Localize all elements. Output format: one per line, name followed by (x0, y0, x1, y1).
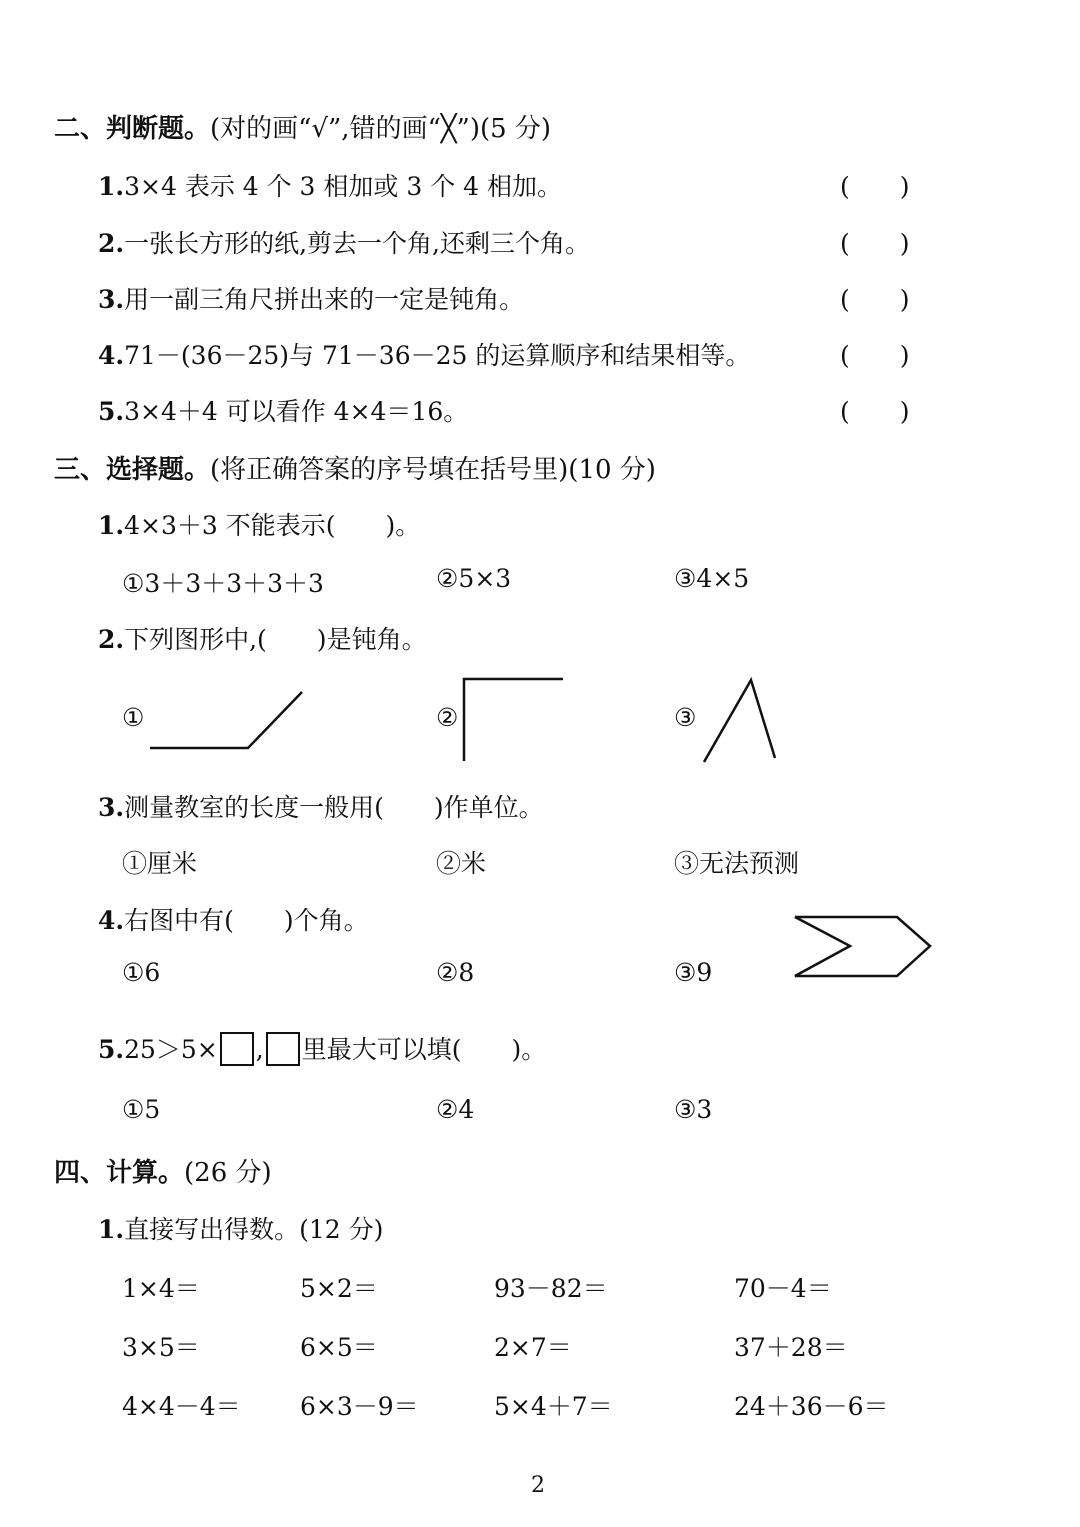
q2-option-3[interactable]: ③ (674, 703, 697, 732)
q5-option-3[interactable]: ③3 (674, 1095, 713, 1124)
answer-paren-2[interactable]: ( ) (840, 229, 910, 258)
item-number: 4. (98, 906, 125, 935)
answer-paren-3[interactable]: ( ) (840, 285, 910, 314)
item-number: 2. (98, 625, 125, 654)
calc-item[interactable]: 5×2＝ (300, 1274, 378, 1303)
calc-item[interactable]: 37＋28＝ (734, 1333, 848, 1362)
calc-item[interactable]: 6×3－9＝ (300, 1392, 419, 1421)
q4-option-1[interactable]: ①6 (122, 958, 161, 987)
section3-note: (将正确答案的序号填在括号里)(10 分) (210, 455, 656, 485)
section4-title (54, 1152, 272, 1189)
q2-option-1[interactable]: ① (122, 703, 145, 732)
item-text: 直接写出得数。(12 分) (124, 1215, 384, 1244)
item-text: 一张长方形的纸,剪去一个角,还剩三个角。 (124, 229, 591, 258)
item-text: 4×3＋3 不能表示( )。 (124, 511, 421, 540)
right-angle-figure (464, 679, 563, 761)
calc-item[interactable]: 2×7＝ (494, 1333, 572, 1362)
calc-item[interactable]: 5×4＋7＝ (494, 1392, 613, 1421)
answer-paren-5[interactable]: ( ) (840, 397, 910, 426)
q3-option-1[interactable]: ①厘米 (122, 849, 198, 878)
q3-option-3[interactable]: ③无法预测 (674, 849, 800, 878)
item-text-part-1: 25＞5× (124, 1035, 218, 1064)
section3-heading: 三、选择题。 (54, 455, 211, 485)
item-number: 3. (98, 285, 125, 314)
q1-option-2[interactable]: ②5×3 (436, 564, 512, 593)
blank-box-1 (220, 1032, 254, 1066)
calc-item[interactable]: 93－82＝ (494, 1274, 608, 1303)
item-number: 1. (98, 1215, 125, 1244)
calc-item[interactable]: 24＋36－6＝ (734, 1392, 889, 1421)
q5-option-1[interactable]: ①5 (122, 1095, 161, 1124)
calc-item[interactable]: 4×4－4＝ (122, 1392, 241, 1421)
section4-note: (26 分) (184, 1158, 272, 1188)
item-text: 3×4 表示 4 个 3 相加或 3 个 4 相加。 (124, 172, 563, 201)
item-text: 3×4＋4 可以看作 4×4＝16。 (124, 397, 469, 426)
page-number: 2 (531, 1473, 545, 1498)
item-number: 5. (98, 1035, 125, 1064)
blank-box-2 (266, 1032, 300, 1066)
q2-option-2[interactable]: ② (436, 703, 459, 732)
answer-paren-4[interactable]: ( ) (840, 341, 910, 370)
arrow-shape-figure (795, 917, 930, 976)
calc-question-1 (98, 1210, 383, 1246)
item-text: 右图中有( )个角。 (124, 906, 369, 935)
calc-item[interactable]: 3×5＝ (122, 1333, 200, 1362)
item-text: 下列图形中,( )是钝角。 (124, 625, 427, 654)
calc-item[interactable]: 6×5＝ (300, 1333, 378, 1362)
q5-option-2[interactable]: ②4 (436, 1095, 475, 1124)
item-number: 1. (98, 172, 125, 201)
item-text-part-2: , (255, 1035, 264, 1064)
choice-question-4 (98, 901, 369, 937)
item-text: 用一副三角尺拼出来的一定是钝角。 (124, 285, 525, 314)
acute-angle-figure (704, 680, 775, 762)
answer-paren-1[interactable]: ( ) (840, 172, 910, 201)
calc-item[interactable]: 70－4＝ (734, 1274, 832, 1303)
item-number: 5. (98, 397, 125, 426)
item-number: 1. (98, 511, 125, 540)
item-text: 测量教室的长度一般用( )作单位。 (124, 793, 544, 822)
item-text: 71－(36－25)与 71－36－25 的运算顺序和结果相等。 (124, 341, 751, 370)
item-number: 4. (98, 341, 125, 370)
section2-heading: 二、判断题。 (54, 114, 211, 144)
section4-heading: 四、计算。 (54, 1158, 185, 1188)
choice-question-3 (98, 788, 544, 824)
q3-option-2[interactable]: ②米 (436, 849, 487, 878)
item-number: 2. (98, 229, 125, 258)
choice-question-5 (98, 1030, 546, 1069)
q4-option-3[interactable]: ③9 (674, 958, 713, 987)
q4-option-2[interactable]: ②8 (436, 958, 475, 987)
section2-note: (对的画“√”,错的画“╳”)(5 分) (210, 114, 552, 144)
item-text-part-3: 里最大可以填( )。 (301, 1035, 547, 1064)
calc-item[interactable]: 1×4＝ (122, 1274, 200, 1303)
q1-option-1[interactable]: ①3＋3＋3＋3＋3 (122, 569, 324, 598)
obtuse-angle-figure (150, 692, 302, 748)
item-number: 3. (98, 793, 125, 822)
q1-option-3[interactable]: ③4×5 (674, 564, 750, 593)
